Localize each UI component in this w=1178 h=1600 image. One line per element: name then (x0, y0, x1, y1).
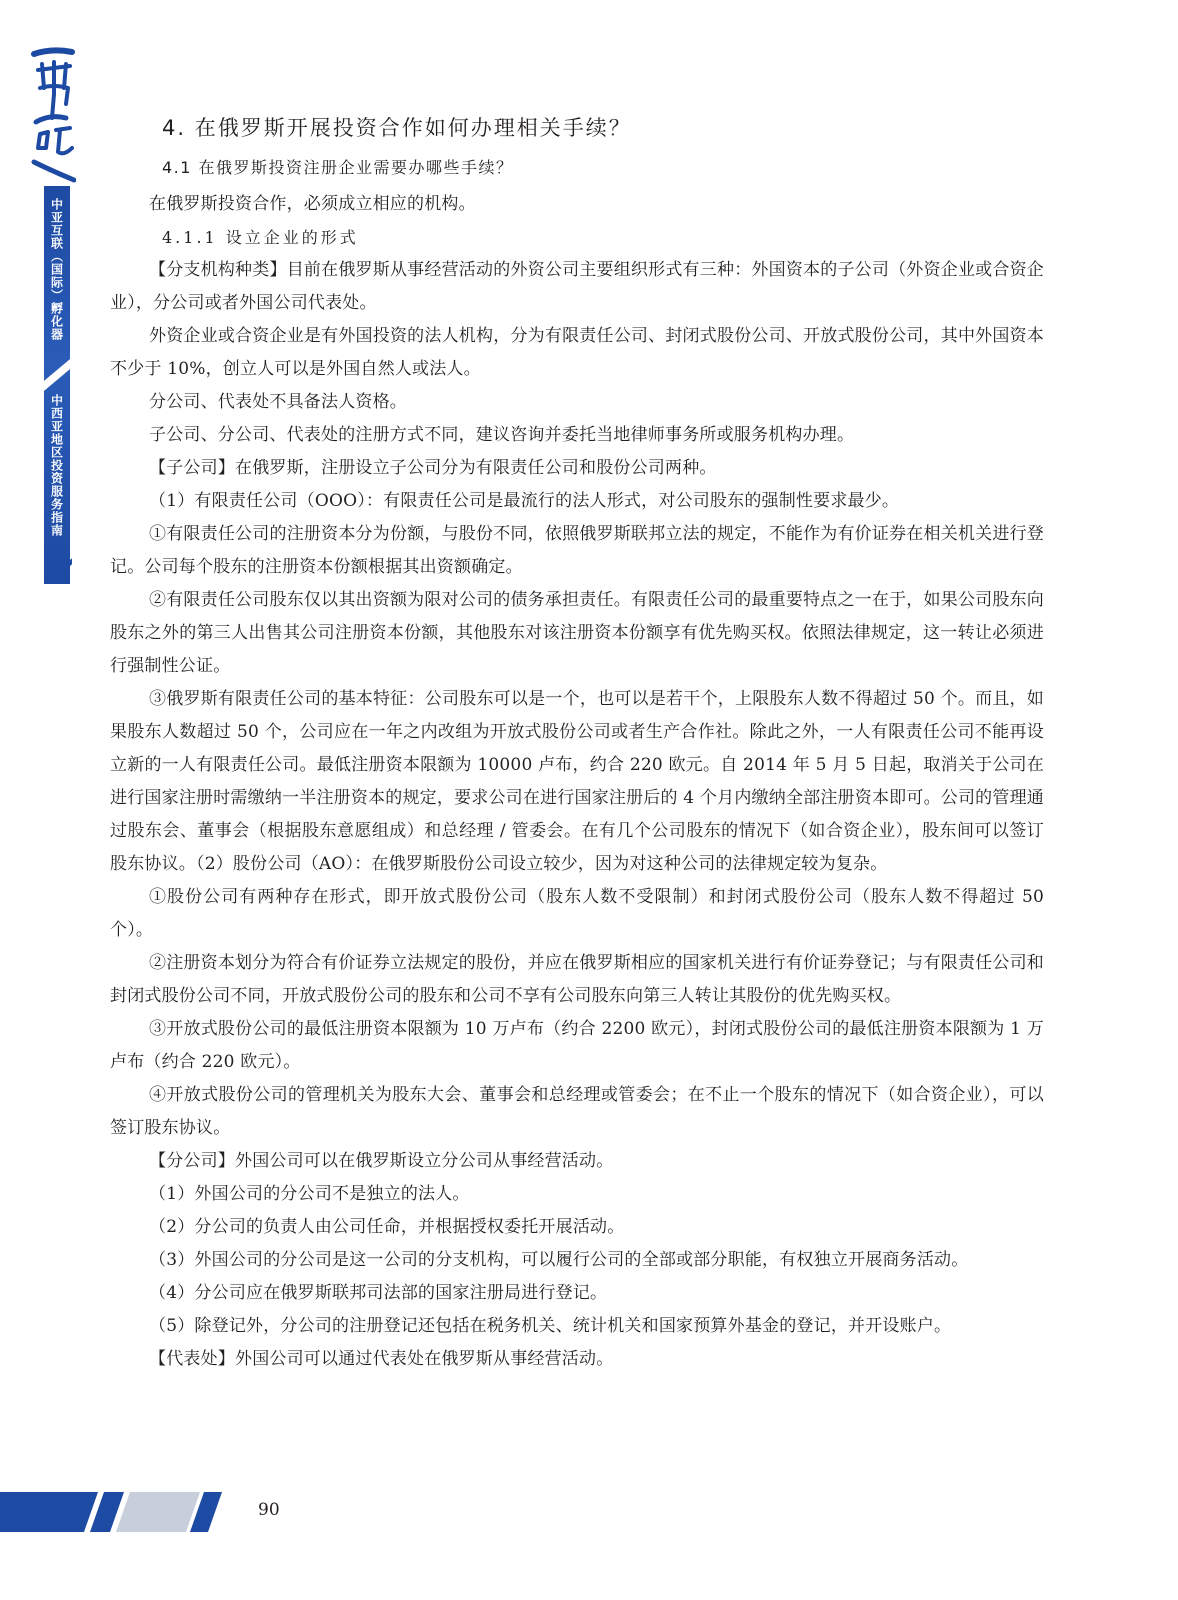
paragraph-branch-item-1: （1）外国公司的分公司不是独立的法人。 (149, 1184, 470, 1204)
paragraph-llc-point-2: ②有限责任公司股东仅以其出资额为限对公司的债务承担责任。有限责任公司的最重要特点之一在于，如果公司股东向股东之外的第三人出售其公司注册资本份额，其他股东对该注册资本份额享有优先购买权。依照法律规定，这一转让必须进行强制性公证。 (110, 590, 1044, 676)
paragraph-foreign-enterprise: 外资企业或合资企业是有外国投资的法人机构，分为有限责任公司、封闭式股份公司、开放式股份公司，其中外国资本不少于 10%，创立人可以是外国自然人或法人。 (110, 326, 1044, 379)
paragraph-branch-item-4: （4）分公司应在俄罗斯联邦司法部的国家注册局进行登记。 (149, 1283, 608, 1303)
sidebar-label-guide: 中西亚地区投资服务指南 (49, 394, 64, 537)
paragraph-llc-intro: （1）有限责任公司（OOO）：有限责任公司是最流行的法人形式，对公司股东的强制性要求最少。 (149, 491, 900, 511)
section-heading-4: 4. 在俄罗斯开展投资合作如何办理相关手续？ (162, 116, 632, 140)
paragraph-jsc-point-3: ③开放式股份公司的最低注册资本限额为 10 万卢布（约合 2200 欧元），封闭式股份公司的最低注册资本限额为 1 万卢布（约合 220 欧元）。 (110, 1019, 1044, 1072)
belt-road-logo (30, 44, 76, 184)
intro-paragraph: 在俄罗斯投资合作，必须成立相应的机构。 (149, 194, 476, 214)
subsubsection-heading-4-1-1: 4.1.1 设立企业的形式 (162, 228, 359, 247)
footer-stripes-decoration (0, 1490, 230, 1534)
sidebar-slash-decoration (48, 558, 72, 584)
paragraph-no-legal-status: 分公司、代表处不具备法人资格。 (149, 392, 407, 412)
paragraph-jsc-point-1: ①股份公司有两种存在形式，即开放式股份公司（股东人数不受限制）和封闭式股份公司（股东人数不得超过 50 个）。 (110, 887, 1044, 940)
paragraph-branch-item-2: （2）分公司的负责人由公司任命，并根据授权委托开展活动。 (149, 1217, 625, 1237)
paragraph-jsc-point-2: ②注册资本划分为符合有价证券立法规定的股份，并应在俄罗斯相应的国家机关进行有价证券登记；与有限责任公司和封闭式股份公司不同，开放式股份公司的股东和公司不享有公司股东向第三人转让其股份的优先购买权。 (110, 953, 1044, 1006)
page-content (110, 108, 1044, 1376)
paragraph-branch-types: 【分支机构种类】目前在俄罗斯从事经营活动的外资公司主要组织形式有三种：外国资本的子公司（外资企业或合资企业），分公司或者外国公司代表处。 (110, 260, 1044, 313)
paragraph-jsc-point-4: ④开放式股份公司的管理机关为股东大会、董事会和总经理或管委会；在不止一个股东的情况下（如合资企业），可以签订股东协议。 (110, 1085, 1044, 1138)
paragraph-registration-advice: 子公司、分公司、代表处的注册方式不同，建议咨询并委托当地律师事务所或服务机构办理。 (149, 425, 855, 445)
subsection-heading-4-1: 4.1 在俄罗斯投资注册企业需要办哪些手续？ (162, 158, 514, 177)
paragraph-llc-point-3: ③俄罗斯有限责任公司的基本特征：公司股东可以是一个，也可以是若干个，上限股东人数不得超过 50 个。而且，如果股东人数超过 50 个，公司应在一年之内改组为开放式股份公司或者生产合作社。除此之外，一人有限责任公司不能再设立新的一人有限责任公司。最低注册资本限额为 10000 卢布，约合 220 欧元。自 2014 年 5 月 5 日起，取消关于公司在进行国家注册时需缴纳一半注册资本的规定，要求公司在进行国家注册后的 4 个月内缴纳全部注册资本即可。公司的管理通过股东会、董事会（根据股东意愿组成）和总经理 / 管委会。在有几个公司股东的情况下（如合资企业），股东间可以签订股东协议。（2）股份公司（AO）：在俄罗斯股份公司设立较少，因为对这种公司的法律规定较为复杂。 (110, 689, 1044, 874)
page-number: 90 (258, 1500, 280, 1520)
sidebar-label-incubator: 中亚互联（国际）孵化器 (49, 198, 64, 341)
paragraph-branch-item-3: （3）外国公司的分公司是这一公司的分支机构，可以履行公司的全部或部分职能，有权独立开展商务活动。 (149, 1250, 969, 1270)
paragraph-llc-point-1: ①有限责任公司的注册资本分为份额，与股份不同，依照俄罗斯联邦立法的规定，不能作为有价证券在相关机关进行登记。公司每个股东的注册资本份额根据其出资额确定。 (110, 524, 1044, 577)
paragraph-subsidiary: 【子公司】在俄罗斯，注册设立子公司分为有限责任公司和股份公司两种。 (149, 458, 717, 478)
paragraph-branch-office: 【分公司】外国公司可以在俄罗斯设立分公司从事经营活动。 (149, 1151, 614, 1171)
paragraph-branch-item-5: （5）除登记外，分公司的注册登记还包括在税务机关、统计机关和国家预算外基金的登记，并开设账户。 (149, 1316, 952, 1336)
paragraph-representative-office: 【代表处】外国公司可以通过代表处在俄罗斯从事经营活动。 (149, 1349, 614, 1369)
